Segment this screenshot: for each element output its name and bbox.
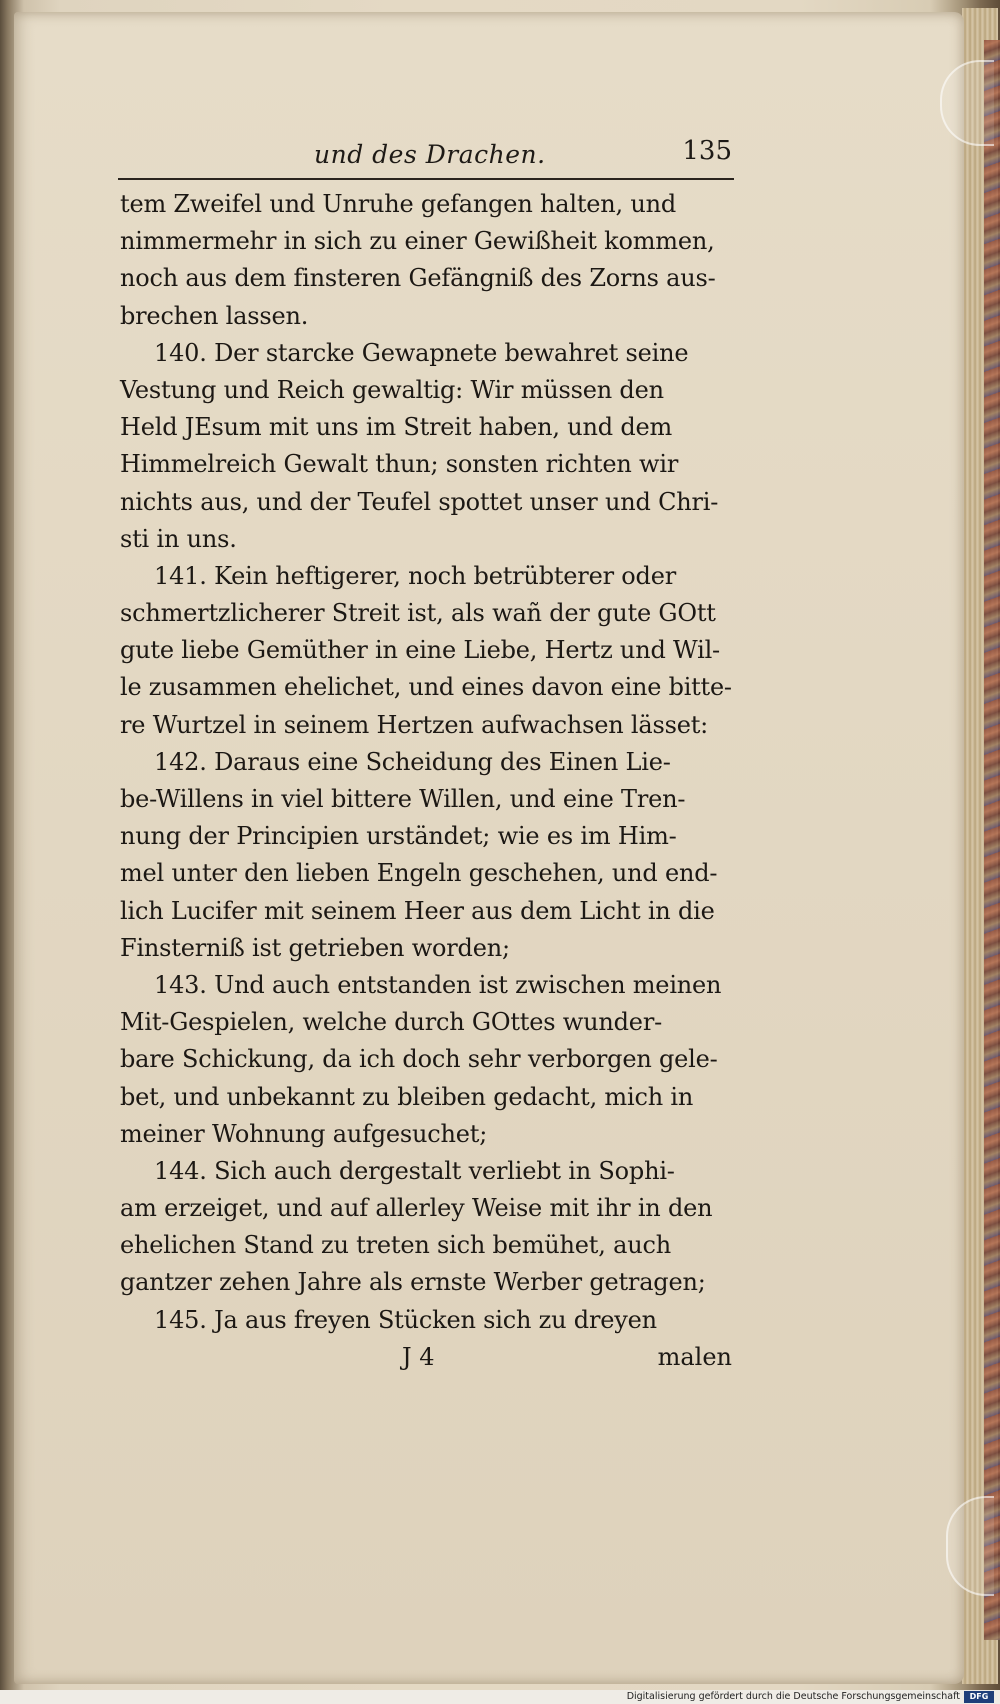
text-line: Finsterniß ist getrieben worden; [120,933,510,962]
text-line: sti in uns. [120,524,237,553]
text-line: 144. Sich auch dergestalt verliebt in Sophi- [154,1156,675,1185]
text-line: brechen lassen. [120,301,309,330]
text-line: Himmelreich Gewalt thun; sonsten richten wir [120,450,679,479]
text-line: re Wurtzel in seinem Hertzen aufwachsen lässet: [120,710,709,739]
text-line: 143. Und auch entstanden ist zwischen meinen [154,970,722,999]
text-line: bare Schickung, da ich doch sehr verborgen gele- [120,1045,718,1074]
catchword: malen [657,1342,732,1371]
text-line: mel unter den lieben Engeln geschehen, und end- [120,859,718,888]
text-line: le zusammen ehelichet, und eines davon eine bitte- [120,673,732,702]
dfg-logo: DFG [964,1691,994,1703]
text-line: 141. Kein heftigerer, noch betrübterer oder [154,561,676,590]
text-line: tem Zweifel und Unruhe gefangen halten, und [120,190,677,218]
text-line: Vestung und Reich gewaltig: Wir müssen den [120,375,664,404]
text-line: am erzeiget, und auf allerley Weise mit ihr in den [120,1194,713,1223]
text-line: lich Lucifer mit seinem Heer aus dem Licht in die [120,896,715,925]
marbled-cover-edge [984,40,1000,1640]
text-line: Mit-Gespielen, welche durch GOttes wunder- [120,1008,662,1037]
text-line: nung der Principien urständet; wie es im Him- [120,822,677,851]
text-line: gantzer zehen Jahre als ernste Werber getragen; [120,1268,706,1297]
page-header [118,136,734,176]
page-number: 135 [682,136,732,166]
text-line: be-Willens in viel bittere Willen, und eine Tren- [120,785,686,813]
text-line: schmertzlicherer Streit ist, als wañ der gute GOtt [120,599,716,628]
text-line: meiner Wohnung aufgesuchet; [120,1119,488,1148]
text-line: bet, und unbekannt zu bleiben gedacht, mich in [120,1082,694,1111]
text-line: Held JEsum mit uns im Streit haben, und dem [120,413,673,442]
text-line: 142. Daraus eine Scheidung des Einen Lie- [154,747,671,776]
text-line: 140. Der starcke Gewapnete bewahret seine [154,338,689,367]
text-line: 145. Ja aus freyen Stücken sich zu dreyen [154,1305,657,1334]
digitization-credit: Digitalisierung gefördert durch die Deutsche Forschungsgemeinschaft [626,1691,960,1702]
body-text [120,186,732,1376]
signature-mark: J 4 [402,1342,435,1371]
text-line: gute liebe Gemüther in eine Liebe, Hertz und Wil- [120,636,720,665]
running-title: und des Drachen. [314,140,546,169]
text-line: nichts aus, und der Teufel spottet unser und Chri- [120,487,719,516]
text-line: ehelichen Stand zu treten sich bemühet, auch [120,1231,671,1260]
header-rule [118,178,734,180]
text-line: nimmermehr in sich zu einer Gewißheit kommen, [120,227,715,256]
page-footer-line [120,1339,732,1376]
text-line: noch aus dem finsteren Gefängniß des Zorns aus- [120,264,716,293]
